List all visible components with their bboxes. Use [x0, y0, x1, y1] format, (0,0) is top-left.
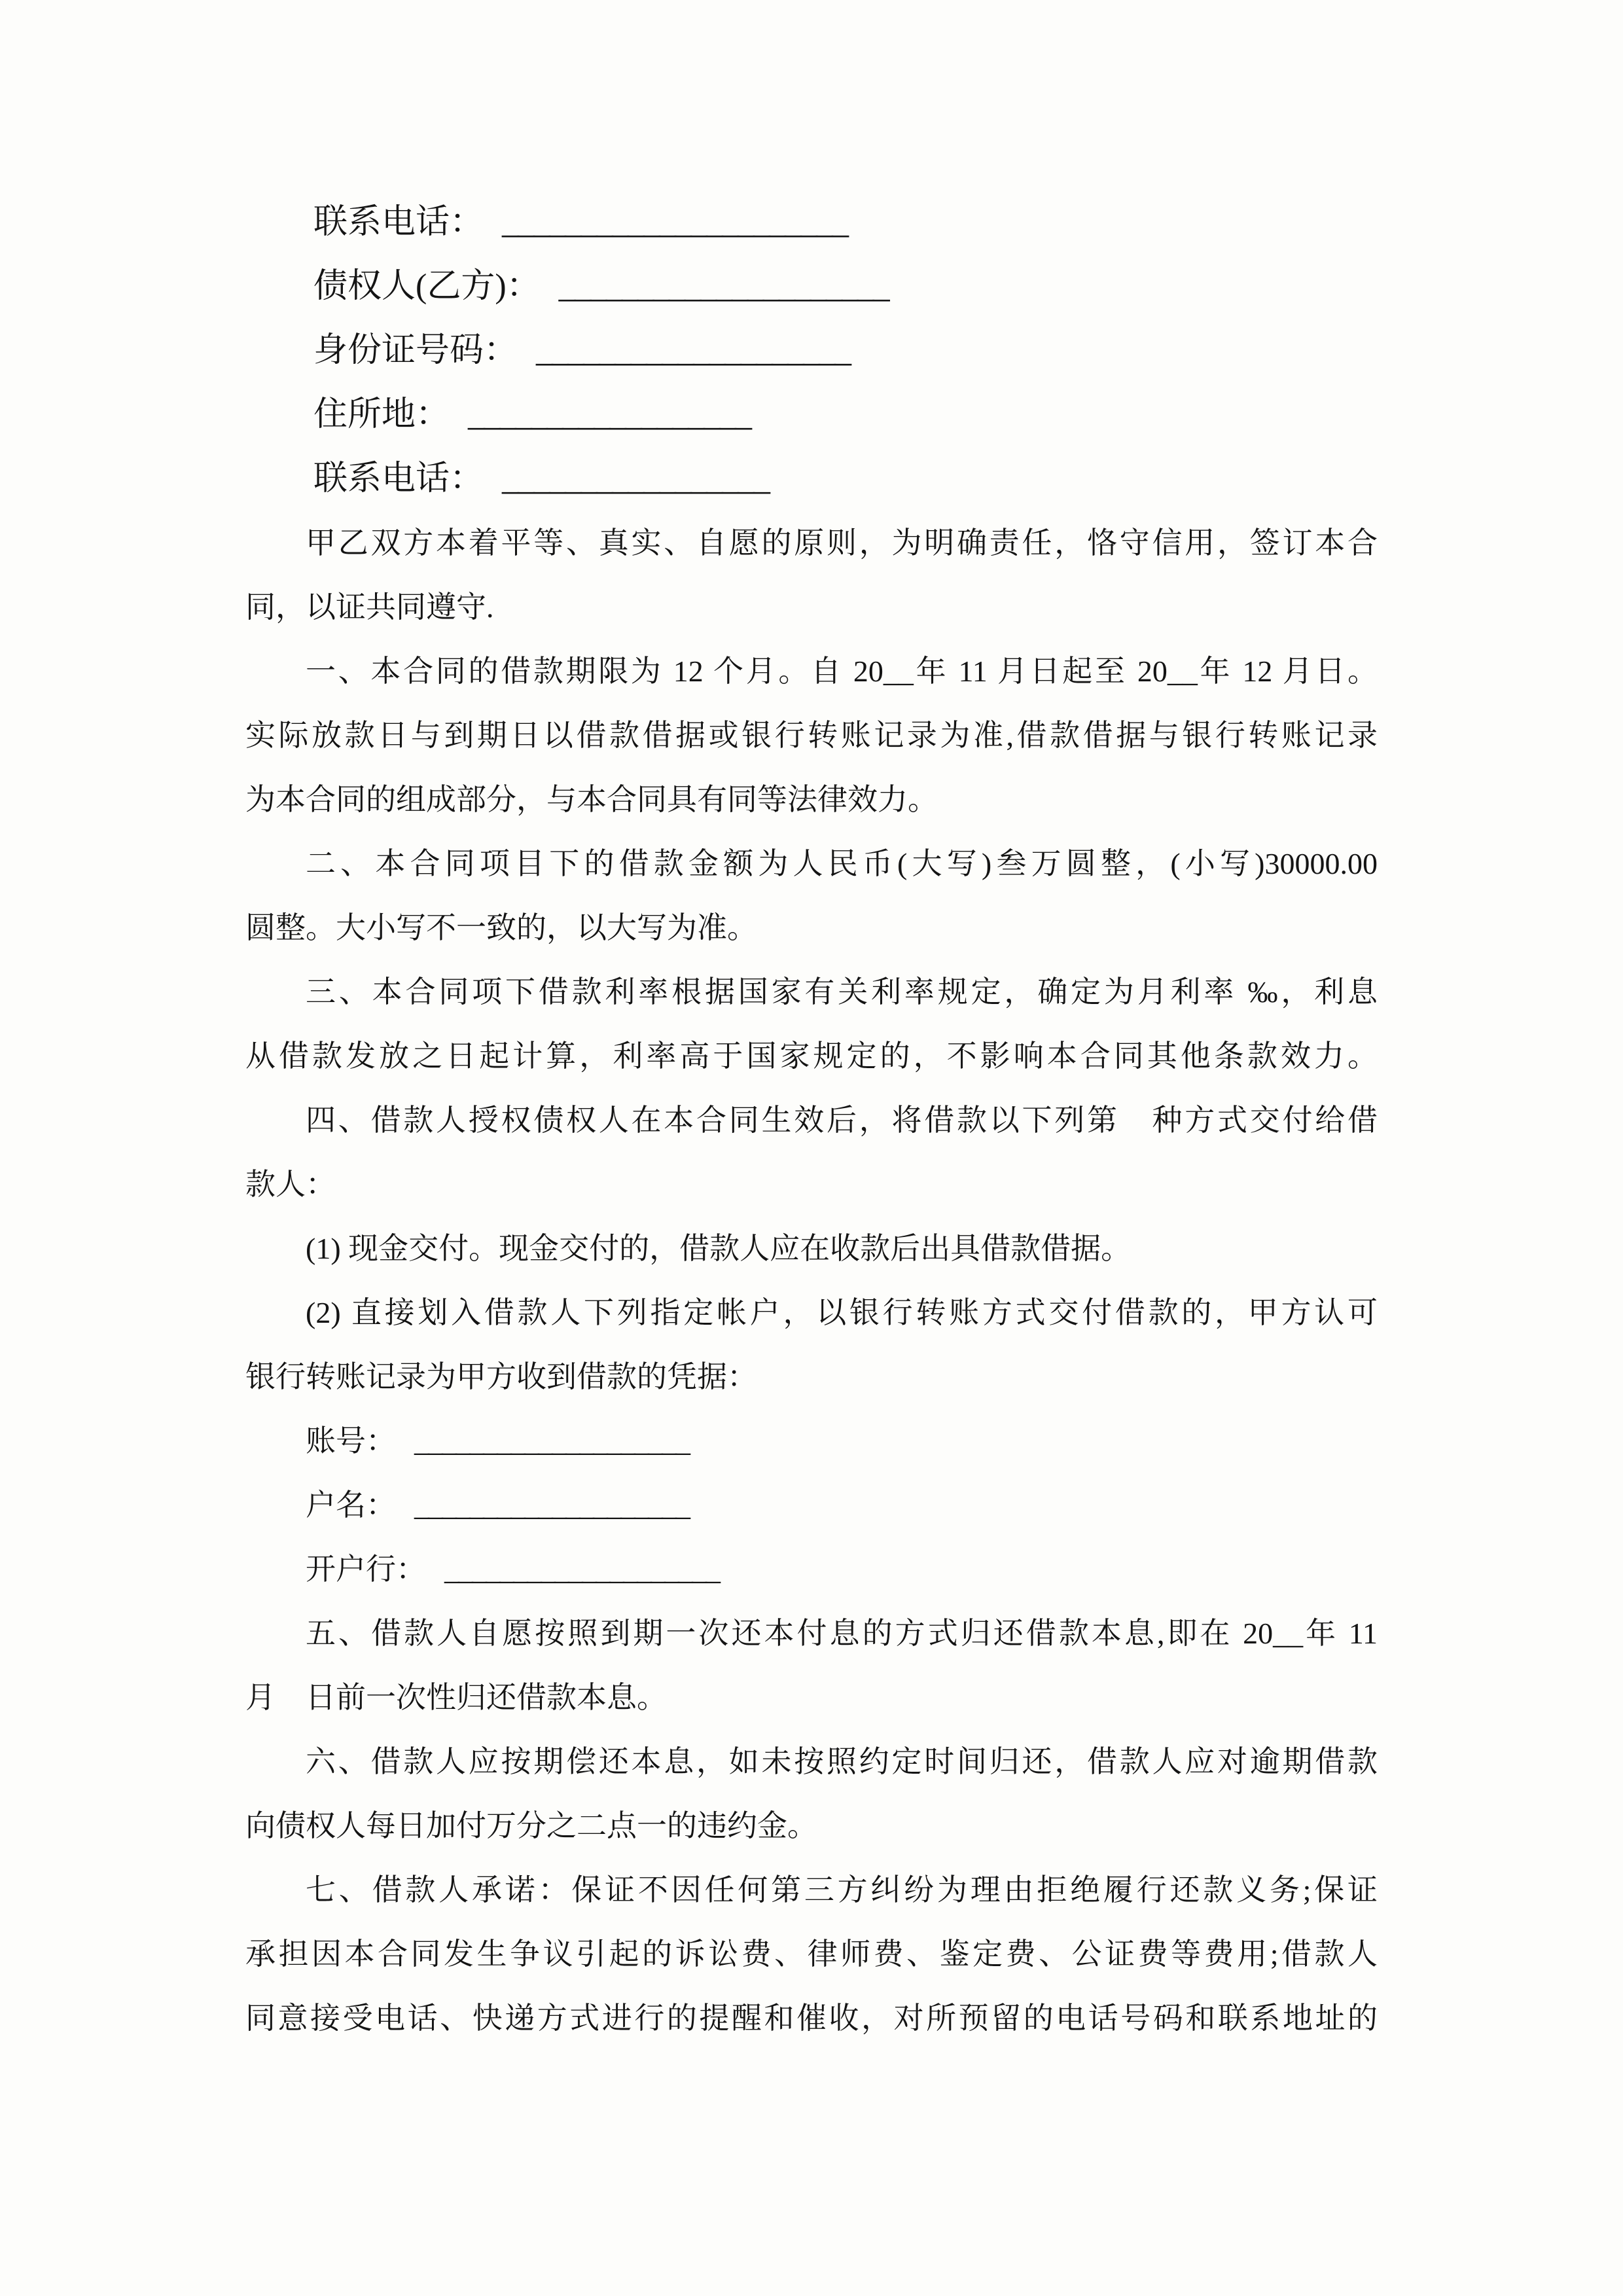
- intro-line-1: 甲乙双方本着平等、真实、自愿的原则，为明确责任，恪守信用，签订本合: [306, 526, 1378, 560]
- clause-1-line-3: 为本合同的组成部分，与本合同具有同等法律效力。: [245, 783, 938, 816]
- blank-underline-contact-phone-1: ______________________: [502, 204, 848, 241]
- blank-underline-account-number: ____________________: [414, 1424, 689, 1458]
- field-line-account-number: [245, 1409, 1378, 1473]
- blank-underline-account-name: ____________________: [414, 1488, 689, 1522]
- field-label-account-number: 账号：: [306, 1424, 396, 1458]
- field-line-contact-phone-1: [245, 190, 1378, 255]
- field-line-bank-branch: [245, 1537, 1378, 1602]
- clause-7-line-3: 同意接受电话、快递方式进行的提醒和催收，对所预留的电话号码和联系地址的: [245, 2001, 1378, 2035]
- intro-line-2: 同，以证共同遵守.: [245, 590, 494, 624]
- field-label-id-number: 身份证号码：: [313, 332, 518, 369]
- clause-2-line-2: 圆整。大小写不一致的，以大写为准。: [245, 911, 757, 944]
- payment-item-2-line-2: 银行转账记录为甲方收到借款的凭据：: [245, 1360, 757, 1393]
- clause-4-line-1: 四、借款人授权债权人在本合同生效后，将借款以下列第 种方式交付给借: [306, 1103, 1378, 1137]
- clause-5-line-1: 五、借款人自愿按照到期一次还本付息的方式归还借款本息,即在 20__年 11: [306, 1617, 1378, 1650]
- clause-2-line-1: 二、本合同项目下的借款金额为人民币(大写)叁万圆整，(小写)30000.00: [306, 847, 1378, 880]
- clause-7-line-1: 七、借款人承诺：保证不因任何第三方纠纷为理由拒绝履行还款义务;保证: [306, 1873, 1378, 1907]
- clause-6-line-2: 向债权人每日加付万分之二点一的违约金。: [245, 1809, 817, 1842]
- clause-7-line-2: 承担因本合同发生争议引起的诉讼费、律师费、鉴定费、公证费等费用;借款人: [245, 1937, 1378, 1971]
- field-label-bank-branch: 开户行：: [306, 1552, 426, 1586]
- field-line-account-name: [245, 1473, 1378, 1537]
- blank-underline-creditor: _____________________: [558, 268, 889, 305]
- field-line-residence: [245, 383, 1378, 447]
- clause-6-line-1: 六、借款人应按期偿还本息，如未按照约定时间归还，借款人应对逾期借款: [306, 1745, 1378, 1778]
- blank-underline-bank-branch: ____________________: [444, 1552, 719, 1586]
- clause-3-line-1: 三、本合同项下借款利率根据国家有关利率规定，确定为月利率 ‰，利息: [306, 975, 1378, 1009]
- field-label-residence: 住所地：: [313, 396, 450, 433]
- field-label-contact-phone-1: 联系电话：: [313, 204, 484, 241]
- payment-item-2-line-1: (2) 直接划入借款人下列指定帐户，以银行转账方式交付借款的，甲方认可: [306, 1296, 1378, 1329]
- clause-3-line-2: 从借款发放之日起计算，利率高于国家规定的，不影响本合同其他条款效力。: [245, 1039, 1378, 1073]
- clause-1-line-2: 实际放款日与到期日以借款借据或银行转账记录为准,借款借据与银行转账记录: [245, 719, 1378, 752]
- clause-1-line-1: 一、本合同的借款期限为 12 个月。自 20__年 11 月日起至 20__年 12 月日。: [306, 655, 1378, 688]
- field-label-creditor: 债权人(乙方)：: [313, 268, 541, 305]
- blank-underline-id-number: ____________________: [536, 332, 851, 369]
- field-line-contact-phone-2: [245, 447, 1378, 511]
- field-line-creditor: [245, 255, 1378, 319]
- blank-underline-residence: __________________: [468, 396, 751, 433]
- blank-underline-contact-phone-2: _________________: [502, 460, 770, 497]
- clause-5-line-2: 月 日前一次性归还借款本息。: [245, 1681, 667, 1714]
- field-line-id-number: [245, 319, 1378, 383]
- field-label-account-name: 户名：: [306, 1488, 396, 1522]
- clause-4-line-2: 款人：: [245, 1168, 336, 1201]
- payment-item-1-line: (1) 现金交付。现金交付的，借款人应在收款后出具借款借据。: [306, 1232, 1132, 1265]
- field-label-contact-phone-2: 联系电话：: [313, 460, 484, 497]
